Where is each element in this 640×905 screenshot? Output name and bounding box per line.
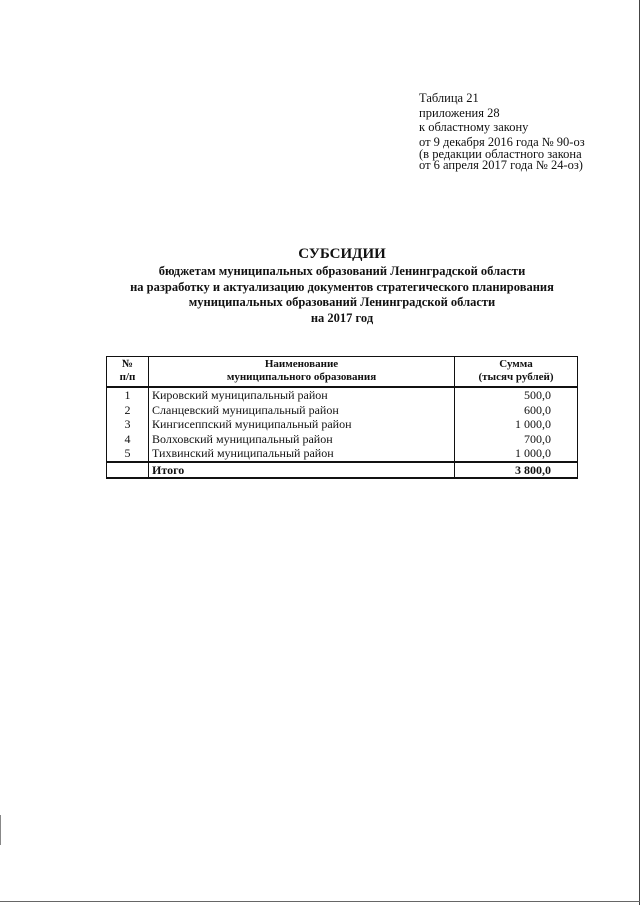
subsidy-amount: 700,0 — [455, 432, 578, 447]
total-amount: 3 800,0 — [455, 462, 578, 479]
row-number: 1 — [107, 387, 149, 403]
law-reference: к областному закону — [419, 120, 529, 134]
law-date: от 9 декабря 2016 года № 90-оз — [419, 134, 585, 149]
column-header-number: № п/п — [107, 357, 149, 388]
total-row — [107, 462, 578, 479]
title-line-2: на разработку и актуализацию документов стратегического планирования — [130, 279, 554, 294]
title-line-3: муниципальных образований Ленинградской области — [188, 295, 496, 309]
municipality-name: Тихвинский муниципальный район — [149, 446, 455, 462]
municipality-name: Кингисеппский муниципальный район — [149, 417, 455, 432]
table-row — [107, 387, 578, 403]
table-number: Таблица 21 — [419, 91, 479, 105]
title-main: СУБСИДИИ — [298, 246, 386, 262]
total-number-cell — [107, 462, 149, 479]
subsidy-amount: 600,0 — [455, 403, 578, 418]
appendix-reference — [419, 91, 629, 170]
municipality-name: Кировский муниципальный район — [149, 387, 455, 403]
column-header-amount: Сумма (тысяч рублей) — [455, 357, 578, 388]
subsidy-amount: 500,0 — [455, 387, 578, 403]
column-header-name: Наименование муниципального образования — [149, 357, 455, 388]
subsidies-table — [106, 356, 578, 479]
municipality-name: Сланцевский муниципальный район — [149, 403, 455, 418]
title-line-1: бюджетам муниципальных образований Ленинградской области — [158, 264, 526, 278]
table-row — [107, 403, 578, 418]
revision-date: от 6 апреля 2017 года № 24-оз) — [419, 157, 583, 172]
table-row — [107, 417, 578, 432]
revision-note: (в редакции областного закона — [419, 147, 582, 161]
table-header-row — [107, 357, 578, 388]
table-row — [107, 432, 578, 447]
table-row — [107, 446, 578, 462]
subsidy-amount: 1 000,0 — [455, 446, 578, 462]
row-number: 5 — [107, 446, 149, 462]
scan-left-mark — [0, 815, 1, 845]
municipality-name: Волховский муниципальный район — [149, 432, 455, 447]
subsidy-amount: 1 000,0 — [455, 417, 578, 432]
total-label: Итого — [149, 462, 455, 479]
row-number: 4 — [107, 432, 149, 447]
document-title — [0, 245, 640, 326]
title-line-4: на 2017 год — [310, 310, 374, 325]
row-number: 2 — [107, 403, 149, 418]
scan-bottom-edge — [0, 901, 640, 902]
row-number: 3 — [107, 417, 149, 432]
appendix-number: приложения 28 — [419, 105, 500, 120]
